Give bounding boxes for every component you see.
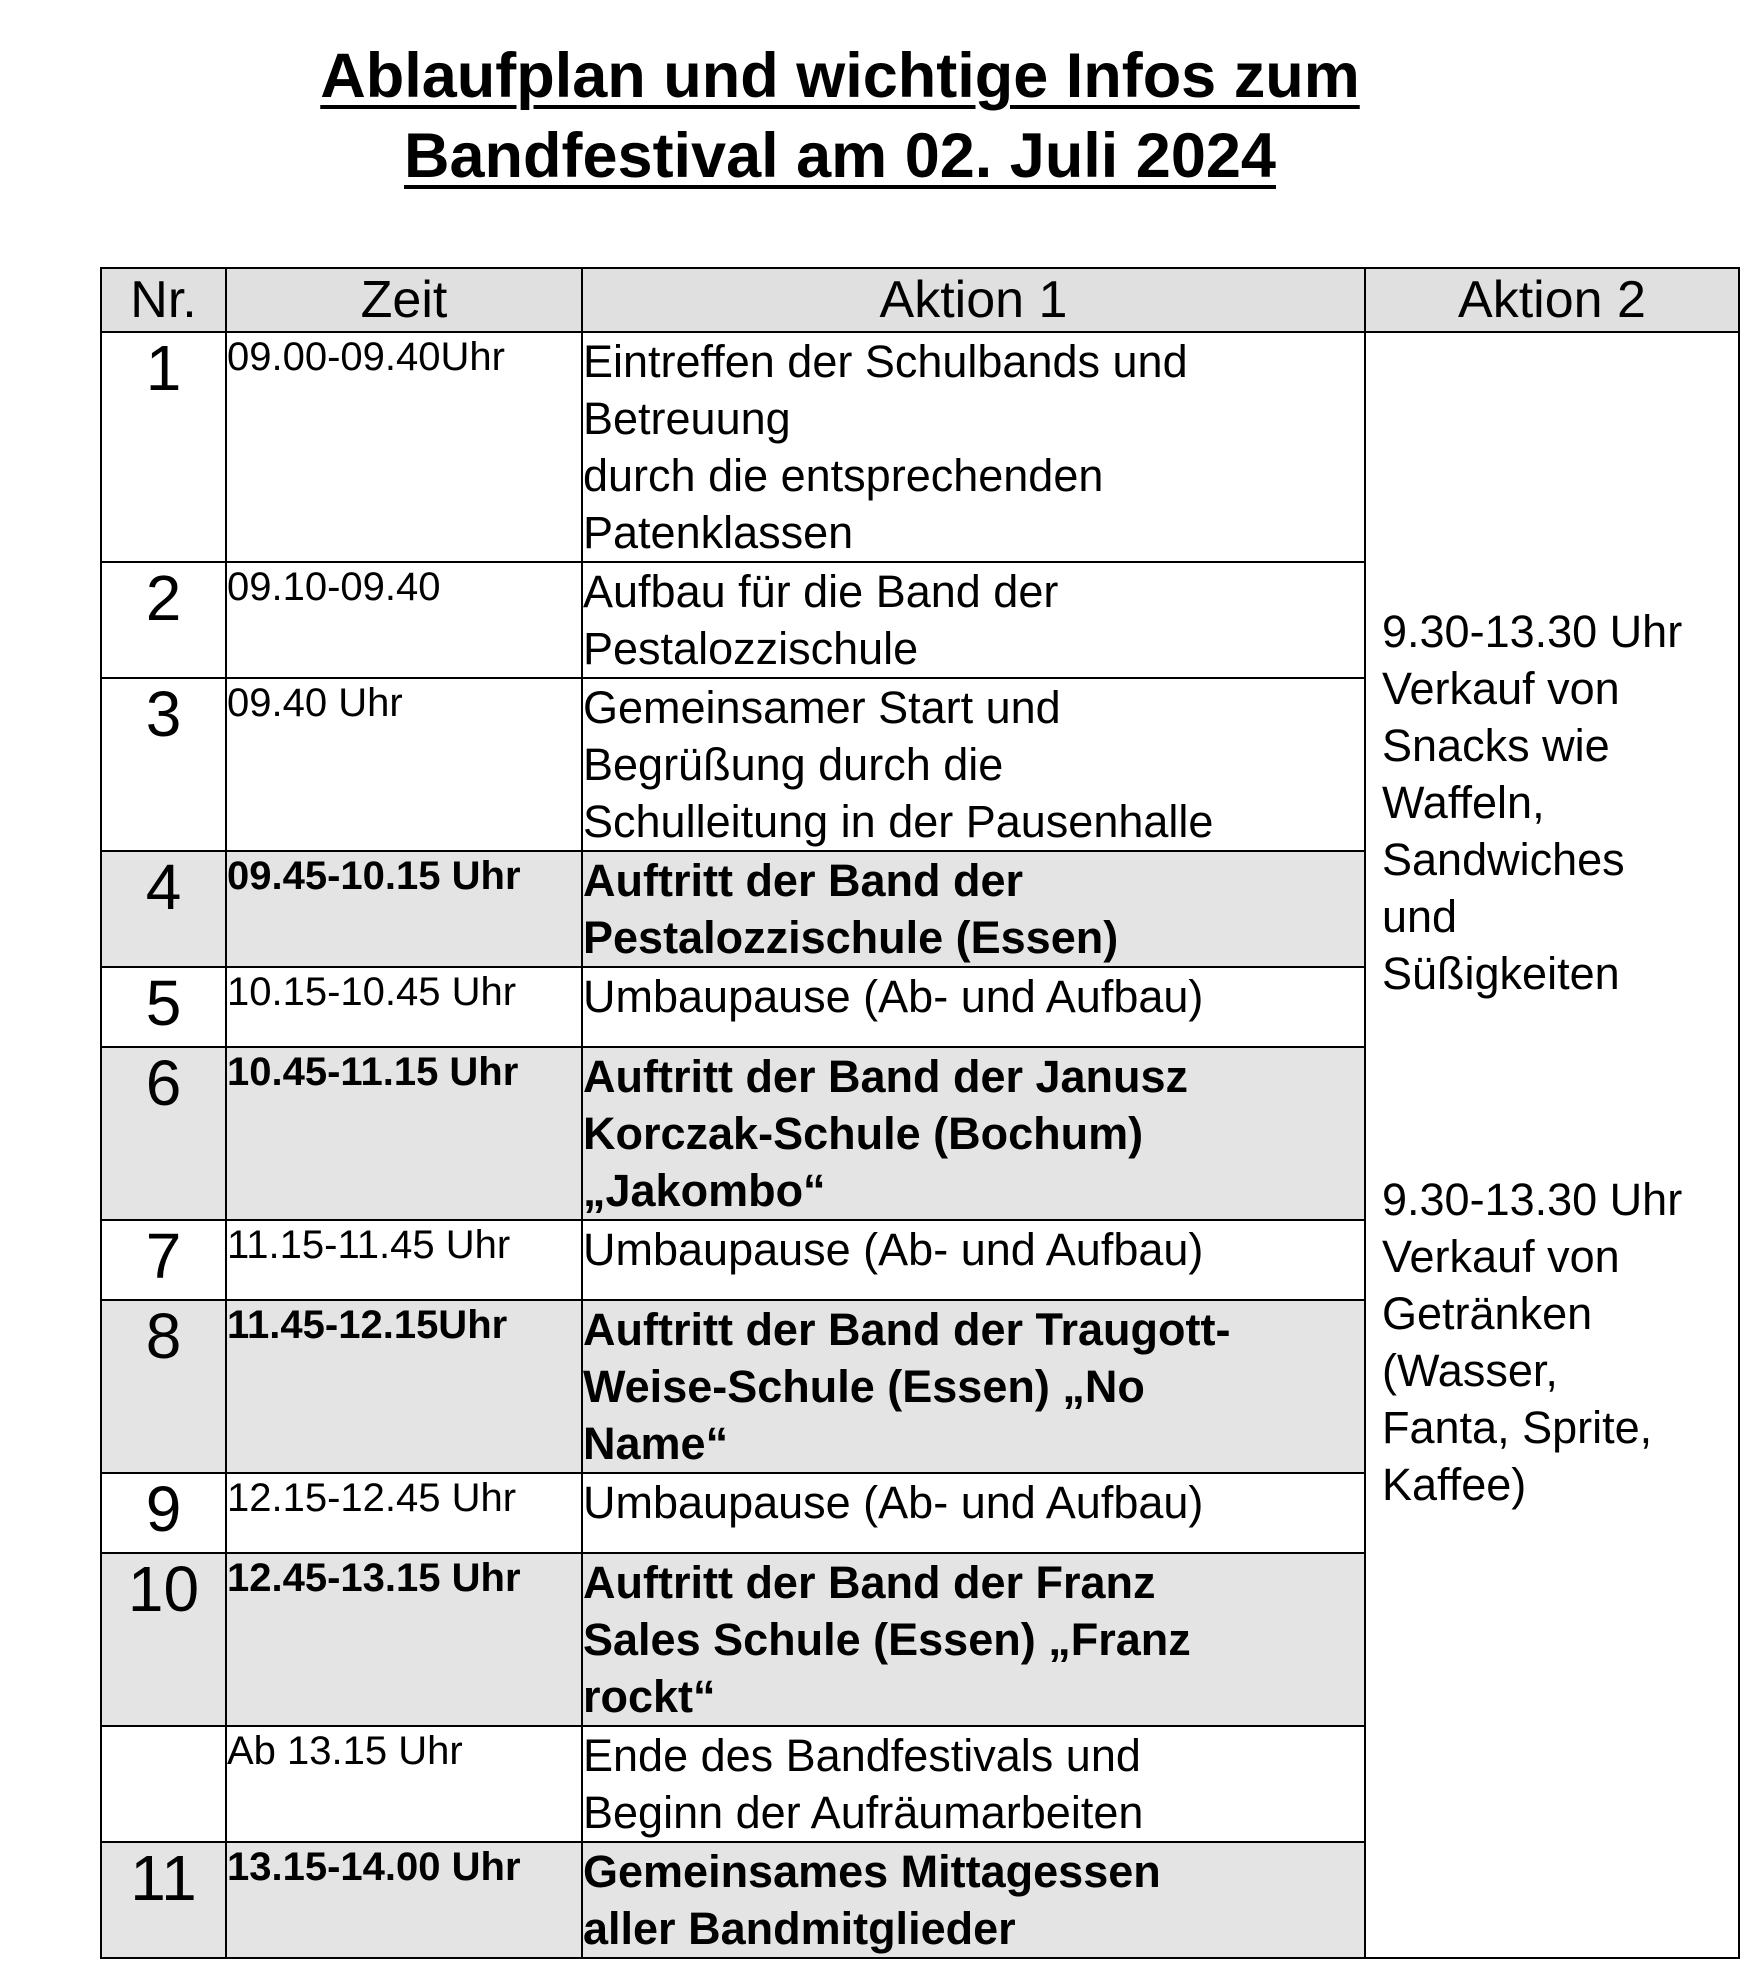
cell-nr: 6 (101, 1047, 226, 1220)
aktion-2-line: 9.30-13.30 Uhr (1382, 1174, 1683, 1225)
cell-zeit: 09.40 Uhr (226, 678, 582, 851)
cell-zeit: 10.45-11.15 Uhr (226, 1047, 582, 1220)
aktion-1-line: aller Bandmitglieder (583, 1903, 1016, 1954)
aktion-2-line: Snacks wie (1382, 720, 1610, 771)
cell-aktion-1 (582, 562, 1365, 678)
cell-nr: 4 (101, 851, 226, 967)
aktion-1-line: Sales Schule (Essen) „Franz (583, 1614, 1191, 1665)
cell-aktion-1 (582, 1726, 1365, 1842)
header-nr: Nr. (101, 268, 226, 332)
aktion-1-line: Pestalozzischule (Essen) (583, 912, 1119, 963)
aktion-2-line: (Wasser, (1382, 1345, 1558, 1396)
aktion-2-line: 9.30-13.30 Uhr (1382, 606, 1683, 657)
schedule-table (100, 267, 1740, 1959)
aktion-1-line: Aufbau für die Band der (583, 566, 1059, 617)
aktion-1-line: Umbaupause (Ab- und Aufbau) (583, 1224, 1204, 1275)
page-title-line-2: Bandfestival am 02. Juli 2024 (404, 121, 1276, 191)
aktion-2-line: Kaffee) (1382, 1459, 1527, 1510)
cell-zeit: 11.15-11.45 Uhr (226, 1220, 582, 1300)
aktion-2-line: Süßigkeiten (1382, 948, 1620, 999)
aktion-1-line: Umbaupause (Ab- und Aufbau) (583, 1477, 1204, 1528)
cell-zeit: 12.45-13.15 Uhr (226, 1553, 582, 1726)
aktion-1-line: rockt“ (583, 1671, 716, 1722)
aktion-1-line: Betreuung (583, 393, 791, 444)
aktion-1-line: Gemeinsamer Start und (583, 682, 1061, 733)
aktion-1-line: Gemeinsames Mittagessen (583, 1846, 1161, 1897)
aktion-1-line: Auftritt der Band der Franz (583, 1557, 1156, 1608)
aktion-1-line: Auftritt der Band der Traugott- (583, 1304, 1231, 1355)
aktion-2-line: Verkauf von (1382, 1231, 1620, 1282)
aktion-1-line: „Jakombo“ (583, 1165, 826, 1216)
aktion-1-line: Eintreffen der Schulbands und (583, 336, 1188, 387)
table-header-row (101, 268, 1739, 332)
header-aktion-1: Aktion 1 (582, 268, 1365, 332)
aktion-1-line: Weise-Schule (Essen) „No (583, 1361, 1145, 1412)
cell-zeit: 09.10-09.40 (226, 562, 582, 678)
cell-zeit: 12.15-12.45 Uhr (226, 1473, 582, 1553)
aktion-2-line: Sandwiches (1382, 834, 1625, 885)
cell-aktion-1 (582, 332, 1365, 562)
table-row (101, 332, 1739, 562)
page-title-line-1: Ablaufplan und wichtige Infos zum (320, 41, 1360, 111)
aktion-1-line: Beginn der Aufräumarbeiten (583, 1787, 1144, 1838)
cell-nr: 3 (101, 678, 226, 851)
cell-zeit: 10.15-10.45 Uhr (226, 967, 582, 1047)
cell-nr: 9 (101, 1473, 226, 1553)
aktion-2-line: und (1382, 891, 1458, 942)
cell-aktion-1 (582, 1220, 1365, 1300)
cell-aktion-1 (582, 1300, 1365, 1473)
aktion-1-line: Auftritt der Band der (583, 855, 1024, 906)
aktion-1-line: Patenklassen (583, 507, 854, 558)
cell-nr (101, 1726, 226, 1842)
cell-aktion-2 (1365, 332, 1739, 1958)
cell-zeit: 11.45-12.15Uhr (226, 1300, 582, 1473)
cell-aktion-1 (582, 1842, 1365, 1958)
cell-nr: 8 (101, 1300, 226, 1473)
aktion-1-line: Schulleitung in der Pausenhalle (583, 796, 1214, 847)
header-aktion-2: Aktion 2 (1365, 268, 1739, 332)
aktion-2-line: Verkauf von (1382, 663, 1620, 714)
cell-nr: 10 (101, 1553, 226, 1726)
cell-nr: 2 (101, 562, 226, 678)
cell-aktion-1 (582, 967, 1365, 1047)
aktion-1-line: durch die entsprechenden (583, 450, 1104, 501)
aktion-1-line: Begrüßung durch die (583, 739, 1004, 790)
aktion-1-line: Name“ (583, 1418, 729, 1469)
cell-zeit: Ab 13.15 Uhr (226, 1726, 582, 1842)
table-body (101, 332, 1739, 1958)
cell-zeit: 09.00-09.40Uhr (226, 332, 582, 562)
aktion-1-line: Korczak-Schule (Bochum) (583, 1108, 1144, 1159)
aktion-1-line: Pestalozzischule (583, 623, 919, 674)
aktion-1-line: Auftritt der Band der Janusz (583, 1051, 1189, 1102)
aktion-2-line: Getränken (1382, 1288, 1593, 1339)
cell-aktion-1 (582, 678, 1365, 851)
aktion-2-line: Fanta, Sprite, (1382, 1402, 1653, 1453)
aktion-2-line: Waffeln, (1382, 777, 1545, 828)
cell-nr: 1 (101, 332, 226, 562)
cell-nr: 11 (101, 1842, 226, 1958)
aktion-1-line: Umbaupause (Ab- und Aufbau) (583, 971, 1204, 1022)
cell-aktion-1 (582, 851, 1365, 967)
cell-aktion-1 (582, 1553, 1365, 1726)
header-zeit: Zeit (226, 268, 582, 332)
cell-nr: 5 (101, 967, 226, 1047)
cell-zeit: 09.45-10.15 Uhr (226, 851, 582, 967)
aktion-2-snacks (1382, 603, 1730, 1002)
aktion-1-line: Ende des Bandfestivals und (583, 1730, 1141, 1781)
cell-nr: 7 (101, 1220, 226, 1300)
cell-zeit: 13.15-14.00 Uhr (226, 1842, 582, 1958)
aktion-2-drinks (1382, 1171, 1730, 1513)
cell-aktion-1 (582, 1047, 1365, 1220)
cell-aktion-1 (582, 1473, 1365, 1553)
